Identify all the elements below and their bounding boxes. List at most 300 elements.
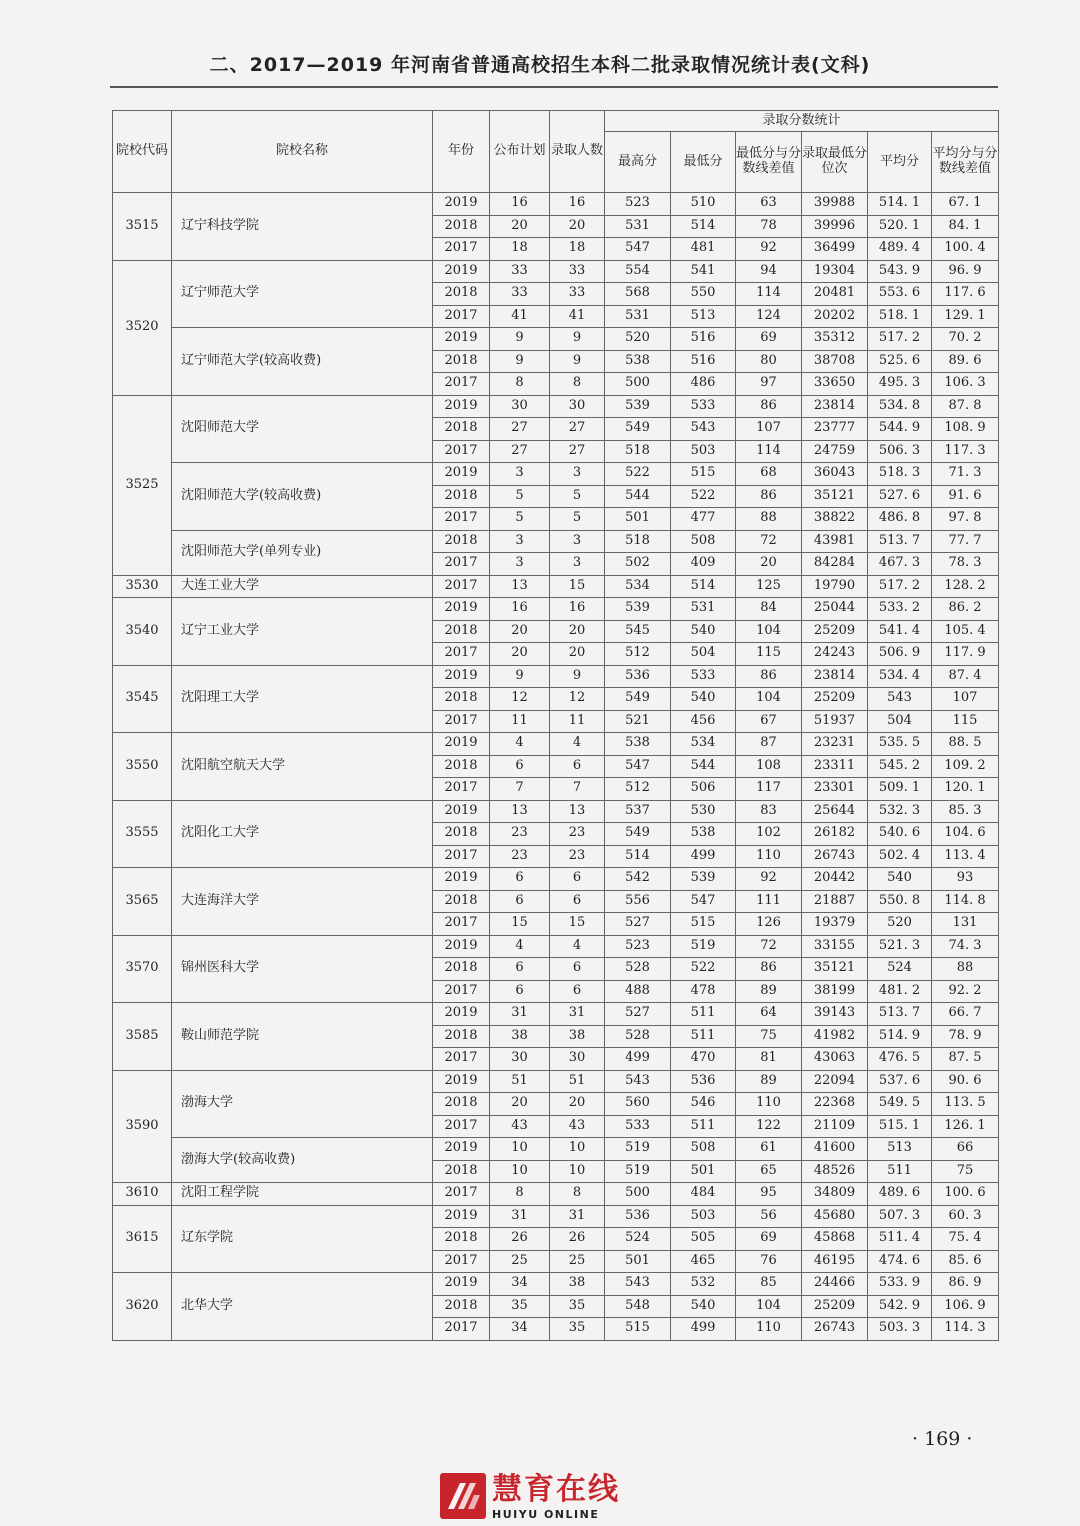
plan-cell: 51 — [490, 1070, 550, 1093]
min-diff-cell: 117 — [736, 778, 802, 801]
min-score-cell: 547 — [671, 890, 736, 913]
min-rank-cell: 25644 — [802, 800, 868, 823]
min-rank-cell: 22368 — [802, 1093, 868, 1116]
max-score-cell: 527 — [605, 913, 671, 936]
min-score-cell: 534 — [671, 733, 736, 756]
admitted-cell: 3 — [550, 463, 605, 486]
min-rank-cell: 23311 — [802, 755, 868, 778]
min-rank-cell: 22094 — [802, 1070, 868, 1093]
max-score-cell: 539 — [605, 395, 671, 418]
avg-score-cell: 540 — [868, 868, 932, 891]
table-row — [113, 395, 999, 418]
avg-diff-cell: 84. 1 — [932, 215, 999, 238]
avg-score-cell: 544. 9 — [868, 418, 932, 441]
year-cell: 2018 — [433, 530, 490, 553]
plan-cell: 10 — [490, 1160, 550, 1183]
school-code-cell: 3585 — [113, 1003, 172, 1071]
plan-cell: 18 — [490, 238, 550, 261]
plan-cell: 31 — [490, 1205, 550, 1228]
admitted-cell: 18 — [550, 238, 605, 261]
min-score-cell: 540 — [671, 620, 736, 643]
avg-diff-cell: 128. 2 — [932, 575, 999, 598]
plan-cell: 34 — [490, 1273, 550, 1296]
school-name-cell: 锦州医科大学 — [172, 935, 433, 1003]
avg-diff-cell: 60. 3 — [932, 1205, 999, 1228]
year-cell: 2017 — [433, 1115, 490, 1138]
admitted-cell: 6 — [550, 755, 605, 778]
min-diff-cell: 83 — [736, 800, 802, 823]
header-plan: 公布计划 — [490, 111, 550, 193]
year-cell: 2017 — [433, 305, 490, 328]
school-name-cell: 大连海洋大学 — [172, 868, 433, 936]
school-code-cell: 3520 — [113, 260, 172, 395]
max-score-cell: 531 — [605, 215, 671, 238]
admitted-cell: 15 — [550, 913, 605, 936]
avg-diff-cell: 87. 5 — [932, 1048, 999, 1071]
avg-diff-cell: 66. 7 — [932, 1003, 999, 1026]
min-diff-cell: 124 — [736, 305, 802, 328]
year-cell: 2019 — [433, 1273, 490, 1296]
school-name-cell: 沈阳理工大学 — [172, 665, 433, 733]
plan-cell: 31 — [490, 1003, 550, 1026]
plan-cell: 15 — [490, 913, 550, 936]
min-diff-cell: 86 — [736, 485, 802, 508]
avg-score-cell: 545. 2 — [868, 755, 932, 778]
avg-diff-cell: 113. 5 — [932, 1093, 999, 1116]
year-cell: 2017 — [433, 643, 490, 666]
min-diff-cell: 68 — [736, 463, 802, 486]
admission-statistics-table — [112, 110, 999, 1341]
table-row — [113, 733, 999, 756]
page-number: · 169 · — [912, 1428, 973, 1450]
min-score-cell: 546 — [671, 1093, 736, 1116]
plan-cell: 6 — [490, 868, 550, 891]
school-code-cell: 3590 — [113, 1070, 172, 1183]
avg-score-cell: 533. 2 — [868, 598, 932, 621]
min-score-cell: 506 — [671, 778, 736, 801]
max-score-cell: 522 — [605, 463, 671, 486]
avg-score-cell: 553. 6 — [868, 283, 932, 306]
avg-score-cell: 476. 5 — [868, 1048, 932, 1071]
avg-diff-cell: 93 — [932, 868, 999, 891]
admitted-cell: 23 — [550, 845, 605, 868]
table-row — [113, 1138, 999, 1161]
min-score-cell: 541 — [671, 260, 736, 283]
table-row — [113, 1003, 999, 1026]
admitted-cell: 35 — [550, 1318, 605, 1341]
plan-cell: 38 — [490, 1025, 550, 1048]
avg-score-cell: 486. 8 — [868, 508, 932, 531]
school-name-cell: 北华大学 — [172, 1273, 433, 1341]
avg-score-cell: 540. 6 — [868, 823, 932, 846]
table-row — [113, 598, 999, 621]
plan-cell: 8 — [490, 373, 550, 396]
school-code-cell: 3570 — [113, 935, 172, 1003]
admitted-cell: 6 — [550, 958, 605, 981]
avg-score-cell: 506. 9 — [868, 643, 932, 666]
avg-diff-cell: 109. 2 — [932, 755, 999, 778]
admitted-cell: 3 — [550, 553, 605, 576]
year-cell: 2018 — [433, 688, 490, 711]
school-code-cell: 3555 — [113, 800, 172, 868]
min-score-cell: 550 — [671, 283, 736, 306]
year-cell: 2018 — [433, 620, 490, 643]
min-rank-cell: 24243 — [802, 643, 868, 666]
year-cell: 2018 — [433, 1025, 490, 1048]
admitted-cell: 38 — [550, 1025, 605, 1048]
max-score-cell: 528 — [605, 958, 671, 981]
max-score-cell: 536 — [605, 665, 671, 688]
plan-cell: 3 — [490, 530, 550, 553]
header-year: 年份 — [433, 111, 490, 193]
admitted-cell: 8 — [550, 373, 605, 396]
max-score-cell: 519 — [605, 1138, 671, 1161]
avg-score-cell: 541. 4 — [868, 620, 932, 643]
avg-score-cell: 550. 8 — [868, 890, 932, 913]
min-score-cell: 456 — [671, 710, 736, 733]
avg-diff-cell: 120. 1 — [932, 778, 999, 801]
year-cell: 2017 — [433, 1183, 490, 1206]
year-cell: 2018 — [433, 1228, 490, 1251]
min-rank-cell: 25209 — [802, 620, 868, 643]
plan-cell: 41 — [490, 305, 550, 328]
huiyu-logo — [440, 1473, 645, 1523]
min-score-cell: 540 — [671, 1295, 736, 1318]
avg-diff-cell: 91. 6 — [932, 485, 999, 508]
plan-cell: 5 — [490, 485, 550, 508]
school-name-cell: 沈阳化工大学 — [172, 800, 433, 868]
admitted-cell: 10 — [550, 1160, 605, 1183]
min-diff-cell: 122 — [736, 1115, 802, 1138]
max-score-cell: 524 — [605, 1228, 671, 1251]
avg-diff-cell: 117. 3 — [932, 440, 999, 463]
max-score-cell: 544 — [605, 485, 671, 508]
avg-score-cell: 524 — [868, 958, 932, 981]
max-score-cell: 543 — [605, 1070, 671, 1093]
min-diff-cell: 92 — [736, 238, 802, 261]
min-diff-cell: 72 — [736, 935, 802, 958]
max-score-cell: 515 — [605, 1318, 671, 1341]
min-score-cell: 470 — [671, 1048, 736, 1071]
admitted-cell: 3 — [550, 530, 605, 553]
avg-diff-cell: 75. 4 — [932, 1228, 999, 1251]
min-score-cell: 409 — [671, 553, 736, 576]
admitted-cell: 15 — [550, 575, 605, 598]
min-rank-cell: 25209 — [802, 1295, 868, 1318]
year-cell: 2017 — [433, 373, 490, 396]
avg-score-cell: 467. 3 — [868, 553, 932, 576]
min-score-cell: 511 — [671, 1115, 736, 1138]
max-score-cell: 512 — [605, 778, 671, 801]
avg-score-cell: 511. 4 — [868, 1228, 932, 1251]
min-diff-cell: 110 — [736, 1318, 802, 1341]
max-score-cell: 543 — [605, 1273, 671, 1296]
admitted-cell: 23 — [550, 823, 605, 846]
plan-cell: 6 — [490, 890, 550, 913]
min-rank-cell: 26182 — [802, 823, 868, 846]
max-score-cell: 488 — [605, 980, 671, 1003]
min-score-cell: 544 — [671, 755, 736, 778]
school-code-cell: 3610 — [113, 1183, 172, 1206]
avg-score-cell: 511 — [868, 1160, 932, 1183]
min-diff-cell: 97 — [736, 373, 802, 396]
min-rank-cell: 45680 — [802, 1205, 868, 1228]
plan-cell: 23 — [490, 823, 550, 846]
min-rank-cell: 34809 — [802, 1183, 868, 1206]
header-min-rank: 录取最低分位次 — [802, 132, 868, 193]
admitted-cell: 33 — [550, 283, 605, 306]
year-cell: 2017 — [433, 980, 490, 1003]
max-score-cell: 549 — [605, 823, 671, 846]
plan-cell: 6 — [490, 958, 550, 981]
max-score-cell: 512 — [605, 643, 671, 666]
min-diff-cell: 110 — [736, 845, 802, 868]
plan-cell: 13 — [490, 575, 550, 598]
school-name-cell: 辽宁科技学院 — [172, 193, 433, 261]
min-rank-cell: 38199 — [802, 980, 868, 1003]
admitted-cell: 38 — [550, 1273, 605, 1296]
min-rank-cell: 51937 — [802, 710, 868, 733]
plan-cell: 11 — [490, 710, 550, 733]
min-score-cell: 536 — [671, 1070, 736, 1093]
school-name-cell: 辽宁师范大学 — [172, 260, 433, 328]
huiyu-logo-icon — [440, 1473, 486, 1519]
plan-cell: 5 — [490, 508, 550, 531]
avg-diff-cell: 77. 7 — [932, 530, 999, 553]
avg-diff-cell: 88 — [932, 958, 999, 981]
school-name-cell: 辽宁工业大学 — [172, 598, 433, 666]
avg-score-cell: 534. 8 — [868, 395, 932, 418]
min-rank-cell: 36499 — [802, 238, 868, 261]
year-cell: 2019 — [433, 193, 490, 216]
min-rank-cell: 84284 — [802, 553, 868, 576]
plan-cell: 43 — [490, 1115, 550, 1138]
table-row — [113, 1183, 999, 1206]
school-code-cell: 3540 — [113, 598, 172, 666]
avg-diff-cell: 107 — [932, 688, 999, 711]
plan-cell: 33 — [490, 260, 550, 283]
plan-cell: 20 — [490, 215, 550, 238]
avg-diff-cell: 85. 3 — [932, 800, 999, 823]
admitted-cell: 25 — [550, 1250, 605, 1273]
max-score-cell: 547 — [605, 238, 671, 261]
max-score-cell: 520 — [605, 328, 671, 351]
max-score-cell: 500 — [605, 373, 671, 396]
avg-score-cell: 517. 2 — [868, 328, 932, 351]
min-rank-cell: 19379 — [802, 913, 868, 936]
min-diff-cell: 69 — [736, 328, 802, 351]
min-rank-cell: 23231 — [802, 733, 868, 756]
year-cell: 2017 — [433, 1250, 490, 1273]
avg-score-cell: 507. 3 — [868, 1205, 932, 1228]
avg-diff-cell: 105. 4 — [932, 620, 999, 643]
avg-score-cell: 513 — [868, 1138, 932, 1161]
min-score-cell: 499 — [671, 845, 736, 868]
year-cell: 2018 — [433, 1295, 490, 1318]
min-score-cell: 531 — [671, 598, 736, 621]
plan-cell: 23 — [490, 845, 550, 868]
min-rank-cell: 19790 — [802, 575, 868, 598]
max-score-cell: 501 — [605, 508, 671, 531]
admitted-cell: 9 — [550, 328, 605, 351]
min-score-cell: 505 — [671, 1228, 736, 1251]
plan-cell: 9 — [490, 665, 550, 688]
min-score-cell: 501 — [671, 1160, 736, 1183]
year-cell: 2019 — [433, 665, 490, 688]
avg-score-cell: 513. 7 — [868, 530, 932, 553]
min-diff-cell: 84 — [736, 598, 802, 621]
min-diff-cell: 114 — [736, 283, 802, 306]
min-rank-cell: 20481 — [802, 283, 868, 306]
min-score-cell: 533 — [671, 395, 736, 418]
avg-score-cell: 525. 6 — [868, 350, 932, 373]
plan-cell: 27 — [490, 440, 550, 463]
admitted-cell: 6 — [550, 890, 605, 913]
min-rank-cell: 25044 — [802, 598, 868, 621]
min-diff-cell: 88 — [736, 508, 802, 531]
year-cell: 2018 — [433, 215, 490, 238]
table-row — [113, 935, 999, 958]
min-rank-cell: 36043 — [802, 463, 868, 486]
min-diff-cell: 114 — [736, 440, 802, 463]
year-cell: 2017 — [433, 553, 490, 576]
plan-cell: 26 — [490, 1228, 550, 1251]
school-code-cell: 3530 — [113, 575, 172, 598]
year-cell: 2019 — [433, 260, 490, 283]
avg-diff-cell: 87. 4 — [932, 665, 999, 688]
avg-diff-cell: 100. 6 — [932, 1183, 999, 1206]
min-diff-cell: 67 — [736, 710, 802, 733]
plan-cell: 34 — [490, 1318, 550, 1341]
max-score-cell: 549 — [605, 688, 671, 711]
year-cell: 2017 — [433, 1318, 490, 1341]
avg-diff-cell: 100. 4 — [932, 238, 999, 261]
min-score-cell: 503 — [671, 440, 736, 463]
min-diff-cell: 20 — [736, 553, 802, 576]
school-code-cell: 3515 — [113, 193, 172, 261]
min-diff-cell: 61 — [736, 1138, 802, 1161]
max-score-cell: 542 — [605, 868, 671, 891]
school-name-cell: 大连工业大学 — [172, 575, 433, 598]
min-diff-cell: 125 — [736, 575, 802, 598]
min-diff-cell: 64 — [736, 1003, 802, 1026]
table-row — [113, 1273, 999, 1296]
avg-score-cell: 520. 1 — [868, 215, 932, 238]
plan-cell: 12 — [490, 688, 550, 711]
admitted-cell: 8 — [550, 1183, 605, 1206]
min-diff-cell: 104 — [736, 688, 802, 711]
avg-score-cell: 532. 3 — [868, 800, 932, 823]
avg-diff-cell: 75 — [932, 1160, 999, 1183]
min-diff-cell: 72 — [736, 530, 802, 553]
max-score-cell: 500 — [605, 1183, 671, 1206]
max-score-cell: 519 — [605, 1160, 671, 1183]
min-diff-cell: 92 — [736, 868, 802, 891]
header-admitted: 录取人数 — [550, 111, 605, 193]
min-score-cell: 515 — [671, 913, 736, 936]
min-rank-cell: 39988 — [802, 193, 868, 216]
avg-diff-cell: 90. 6 — [932, 1070, 999, 1093]
admitted-cell: 20 — [550, 1093, 605, 1116]
plan-cell: 7 — [490, 778, 550, 801]
admitted-cell: 4 — [550, 733, 605, 756]
avg-score-cell: 474. 6 — [868, 1250, 932, 1273]
min-diff-cell: 75 — [736, 1025, 802, 1048]
avg-score-cell: 521. 3 — [868, 935, 932, 958]
plan-cell: 10 — [490, 1138, 550, 1161]
min-diff-cell: 110 — [736, 1093, 802, 1116]
min-rank-cell: 23814 — [802, 665, 868, 688]
admitted-cell: 5 — [550, 485, 605, 508]
header-avg-diff: 平均分与分数线差值 — [932, 132, 999, 193]
admitted-cell: 10 — [550, 1138, 605, 1161]
min-score-cell: 532 — [671, 1273, 736, 1296]
min-diff-cell: 81 — [736, 1048, 802, 1071]
min-diff-cell: 95 — [736, 1183, 802, 1206]
admitted-cell: 6 — [550, 980, 605, 1003]
min-diff-cell: 111 — [736, 890, 802, 913]
min-score-cell: 477 — [671, 508, 736, 531]
year-cell: 2017 — [433, 845, 490, 868]
min-rank-cell: 35121 — [802, 485, 868, 508]
school-name-cell: 沈阳师范大学(较高收费) — [172, 463, 433, 531]
min-score-cell: 484 — [671, 1183, 736, 1206]
year-cell: 2018 — [433, 283, 490, 306]
min-rank-cell: 48526 — [802, 1160, 868, 1183]
year-cell: 2018 — [433, 1160, 490, 1183]
year-cell: 2019 — [433, 800, 490, 823]
avg-diff-cell: 89. 6 — [932, 350, 999, 373]
year-cell: 2017 — [433, 778, 490, 801]
min-rank-cell: 43981 — [802, 530, 868, 553]
min-diff-cell: 56 — [736, 1205, 802, 1228]
min-diff-cell: 126 — [736, 913, 802, 936]
admitted-cell: 30 — [550, 395, 605, 418]
min-score-cell: 515 — [671, 463, 736, 486]
avg-score-cell: 549. 5 — [868, 1093, 932, 1116]
admitted-cell: 35 — [550, 1295, 605, 1318]
min-diff-cell: 80 — [736, 350, 802, 373]
min-rank-cell: 24466 — [802, 1273, 868, 1296]
avg-diff-cell: 117. 9 — [932, 643, 999, 666]
min-score-cell: 481 — [671, 238, 736, 261]
min-diff-cell: 86 — [736, 665, 802, 688]
year-cell: 2019 — [433, 463, 490, 486]
avg-score-cell: 533. 9 — [868, 1273, 932, 1296]
header-min-diff: 最低分与分数线差值 — [736, 132, 802, 193]
plan-cell: 3 — [490, 553, 550, 576]
min-score-cell: 508 — [671, 1138, 736, 1161]
logo-text-en: HUIYU ONLINE — [492, 1508, 600, 1521]
min-rank-cell: 43063 — [802, 1048, 868, 1071]
avg-diff-cell: 108. 9 — [932, 418, 999, 441]
year-cell: 2019 — [433, 1003, 490, 1026]
year-cell: 2018 — [433, 890, 490, 913]
admitted-cell: 51 — [550, 1070, 605, 1093]
avg-score-cell: 489. 6 — [868, 1183, 932, 1206]
school-code-cell: 3550 — [113, 733, 172, 801]
max-score-cell: 560 — [605, 1093, 671, 1116]
admitted-cell: 7 — [550, 778, 605, 801]
avg-score-cell: 506. 3 — [868, 440, 932, 463]
min-diff-cell: 76 — [736, 1250, 802, 1273]
admitted-cell: 6 — [550, 868, 605, 891]
min-rank-cell: 46195 — [802, 1250, 868, 1273]
max-score-cell: 537 — [605, 800, 671, 823]
avg-score-cell: 537. 6 — [868, 1070, 932, 1093]
min-score-cell: 522 — [671, 958, 736, 981]
min-diff-cell: 87 — [736, 733, 802, 756]
